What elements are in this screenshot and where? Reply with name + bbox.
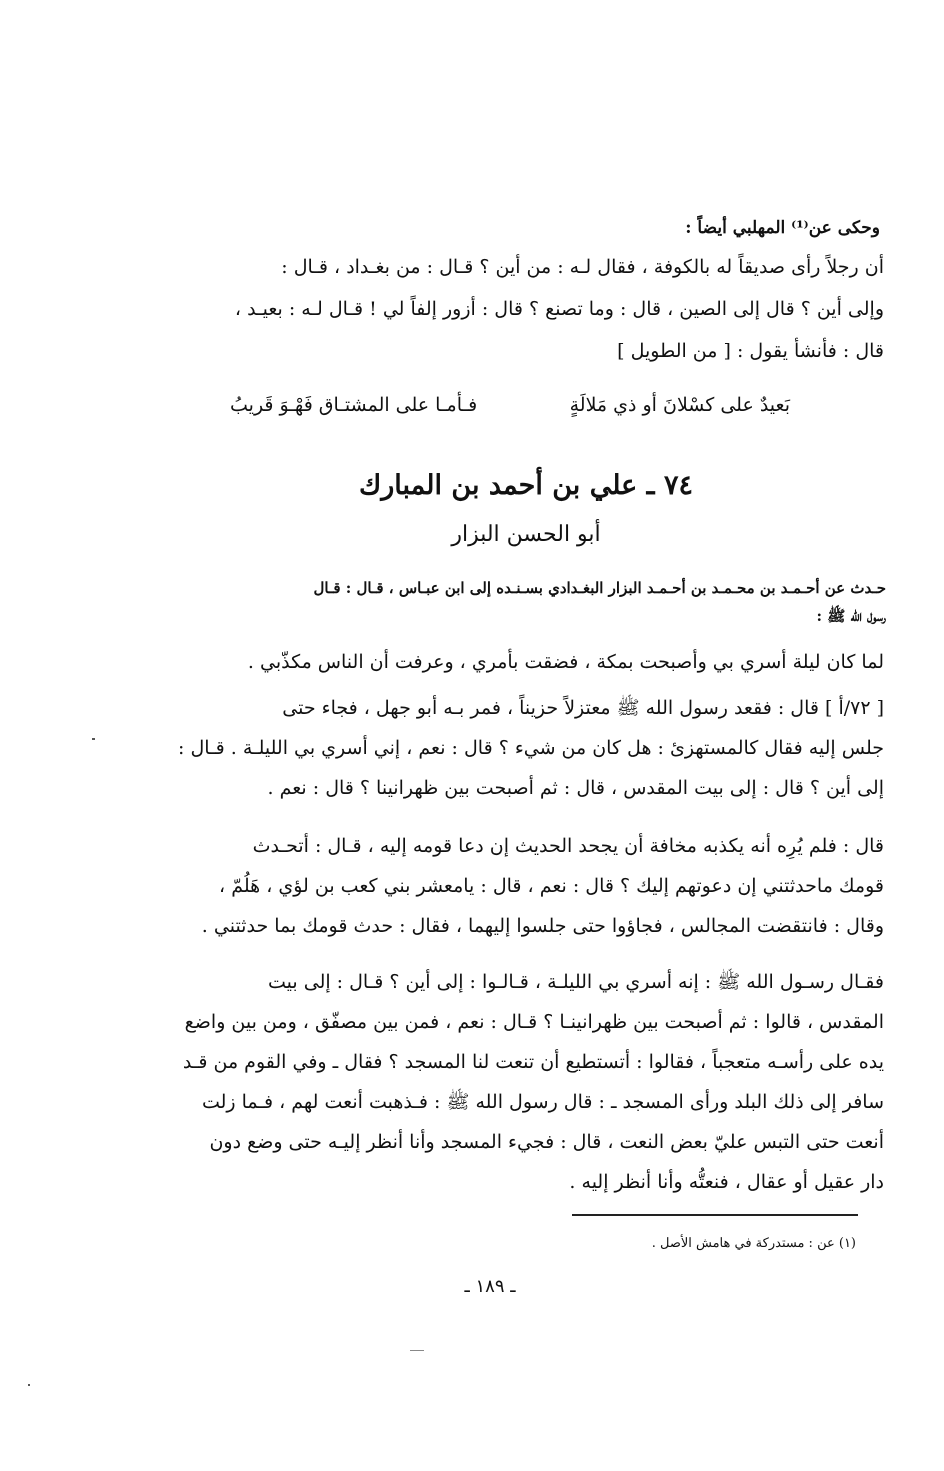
entry-title: ٧٤ ـ علي بن أحمد بن المبارك (359, 470, 693, 501)
hadith-paragraph-4 (166, 962, 884, 1202)
hadith-paragraph-3 (166, 826, 884, 946)
text-line: وإلى أين ؟ قال إلى الصين ، قال : وما تصنع ؟ قال : أزور إلفاً لي ! قـال لـه : بعيـد ، (234, 298, 884, 320)
text-line: [ ٧٢/أ ] قال : فقعد رسول الله ﷺ معتزلاً حزيناً ، فمر بـه أبو جهل ، فجاء حتى (282, 697, 884, 719)
text-line: رسول الله ﷺ : (816, 607, 886, 625)
scan-speck (410, 1350, 424, 1351)
isnad-chain (170, 574, 886, 630)
text-line: المقدس ، قالوا : ثم أصبحت بين ظهرانينـا ؟ قـال : نعم ، فمن بين مصفّق ، ومن بين واضع (184, 1011, 884, 1033)
text-line: فقـال رسـول الله ﷺ : إنه أسري بي الليلـة ، قـالـوا : إلى أين ؟ قـال : إلى بيت (268, 971, 884, 993)
text-line: يده على رأسـه متعجباً ، فقالوا : أتستطيع أن تنعت لنا المسجد ؟ فقال ـ وفي القوم من قـد (182, 1051, 884, 1073)
opening-paragraph (166, 246, 884, 372)
page-number: ـ ١٨٩ ـ (464, 1276, 516, 1297)
text-line: أن رجلاً رأى صديقاً له بالكوفة ، فقال لـه : من أين ؟ قـال : من بغـداد ، قـال : (281, 256, 884, 278)
text-line: قال : فلم يُرِه أنه يكذبه مخافة أن يجحد الحديث إن دعا قومه إليه ، قـال : أتحـدث (252, 835, 884, 857)
footnote: (١) عن : مستدركة في هامش الأصل . (651, 1236, 856, 1251)
entry-subtitle: أبو الحسن البزار (451, 522, 601, 547)
text-line: جلس إليه فقال كالمستهزئ : هل كان من شيء ؟ قال : نعم ، إني أسري بي الليلـة . قـال : (178, 737, 884, 759)
text-line: حـدث عن أحـمـد بن محـمـد بن أحـمـد البزار البغـدادي بسـنـده إلى ابن عبـاس ، قـال : قـال (313, 579, 886, 597)
hadith-paragraph-2 (166, 688, 884, 808)
text-line: قومك ماحدثتني إن دعوتهم إليك ؟ قال : نعم ، قال : يامعشر بني كعب بن لؤي ، هَلُمّ ، (219, 875, 884, 897)
text-line: إلى أين ؟ قال : إلى بيت المقدس ، قال : ثم أصبحت بين ظهرانينا ؟ قال : نعم . (267, 777, 884, 799)
scan-speck (28, 1384, 30, 1386)
verse-second-hemistich: فـأمـا على المشتـاق فَهْـوَ قَريبُ (230, 394, 478, 416)
text-line: قال : فأنشأ يقول : [ من الطويل ] (617, 340, 884, 362)
text-line: سافر إلى ذلك البلد ورأى المسجد ـ : قال رسول الله ﷺ : فـذهبت أنعت لهم ، فـما زلت (201, 1091, 884, 1113)
text-line: أنعت حتى التبس عليّ بعض النعت ، قال : فجيء المسجد وأنا أنظر إليـه حتى وضع دون (209, 1131, 884, 1153)
text-line: لما كان ليلة أسري بي وأصبحت بمكة ، فضقت بأمري ، وعرفت أن الناس مكذّبي . (247, 651, 884, 673)
text-line: دار عقيل أو عقال ، فنعتُّه وأنا أنظر إليه . (569, 1171, 884, 1193)
intro-line: وحكى عن⁽¹⁾ المهلبي أيضاً : (685, 218, 880, 238)
poem-verse (230, 388, 790, 430)
text-line: وقال : فانتقضت المجالس ، فجاؤوا حتى جلسوا إليهما ، فقال : حدث قومك بما حدثتني . (201, 915, 884, 937)
footnote-separator (572, 1214, 858, 1216)
verse-first-hemistich: بَعيدٌ على كسْلانَ أو ذي مَلالَةٍ (569, 394, 790, 416)
scan-speck (92, 738, 95, 740)
hadith-paragraph-1 (166, 642, 884, 682)
